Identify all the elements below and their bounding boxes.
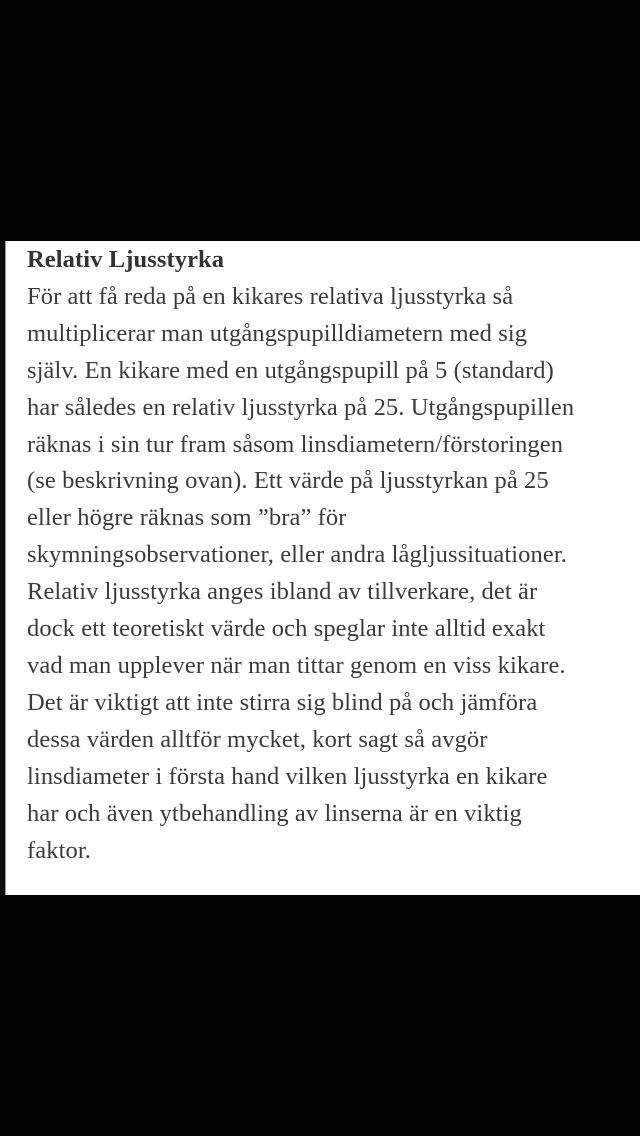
article-text-line: multiplicerar man utgångspupilldiametern med sig bbox=[27, 319, 528, 347]
letterbox-top bbox=[0, 0, 640, 241]
article-text-line: dock ett teoretiskt värde och speglar inte alltid exakt bbox=[27, 615, 546, 643]
article-text-line: har således en relativ ljusstyrka på 25. Utgångspupillen bbox=[27, 393, 575, 421]
article-text-line: linsdiameter i första hand vilken ljusstyrka en kikare bbox=[27, 762, 548, 790]
article-heading: Relativ Ljusstyrka bbox=[27, 246, 225, 273]
article-page bbox=[5, 241, 640, 895]
article-text-line: vad man upplever när man tittar genom en viss kikare. bbox=[27, 651, 566, 679]
article-text-line: Relativ ljusstyrka anges ibland av tillverkare, det är bbox=[27, 578, 538, 606]
article-text-line: har och även ytbehandling av linserna är en viktig bbox=[27, 799, 522, 827]
article-text bbox=[5, 241, 640, 869]
letterbox-bottom bbox=[0, 895, 640, 1136]
article-text-line: dessa värden alltför mycket, kort sagt så avgör bbox=[27, 725, 488, 753]
article-text-line: skymningsobservationer, eller andra lågljussituationer. bbox=[27, 541, 567, 569]
article-text-line: eller högre räknas som ”bra” för bbox=[27, 504, 347, 532]
article-text-line: räknas i sin tur fram såsom linsdiametern/förstoringen bbox=[27, 430, 564, 458]
article-text-line: själv. En kikare med en utgångspupill på 5 (standard) bbox=[27, 356, 554, 384]
article-text-line: faktor. bbox=[27, 836, 91, 864]
article-text-line: Det är viktigt att inte stirra sig blind på och jämföra bbox=[27, 688, 538, 716]
article-text-line: (se beskrivning ovan). Ett värde på ljusstyrkan på 25 bbox=[27, 467, 549, 495]
article-text-line: För att få reda på en kikares relativa ljusstyrka så bbox=[27, 282, 514, 310]
